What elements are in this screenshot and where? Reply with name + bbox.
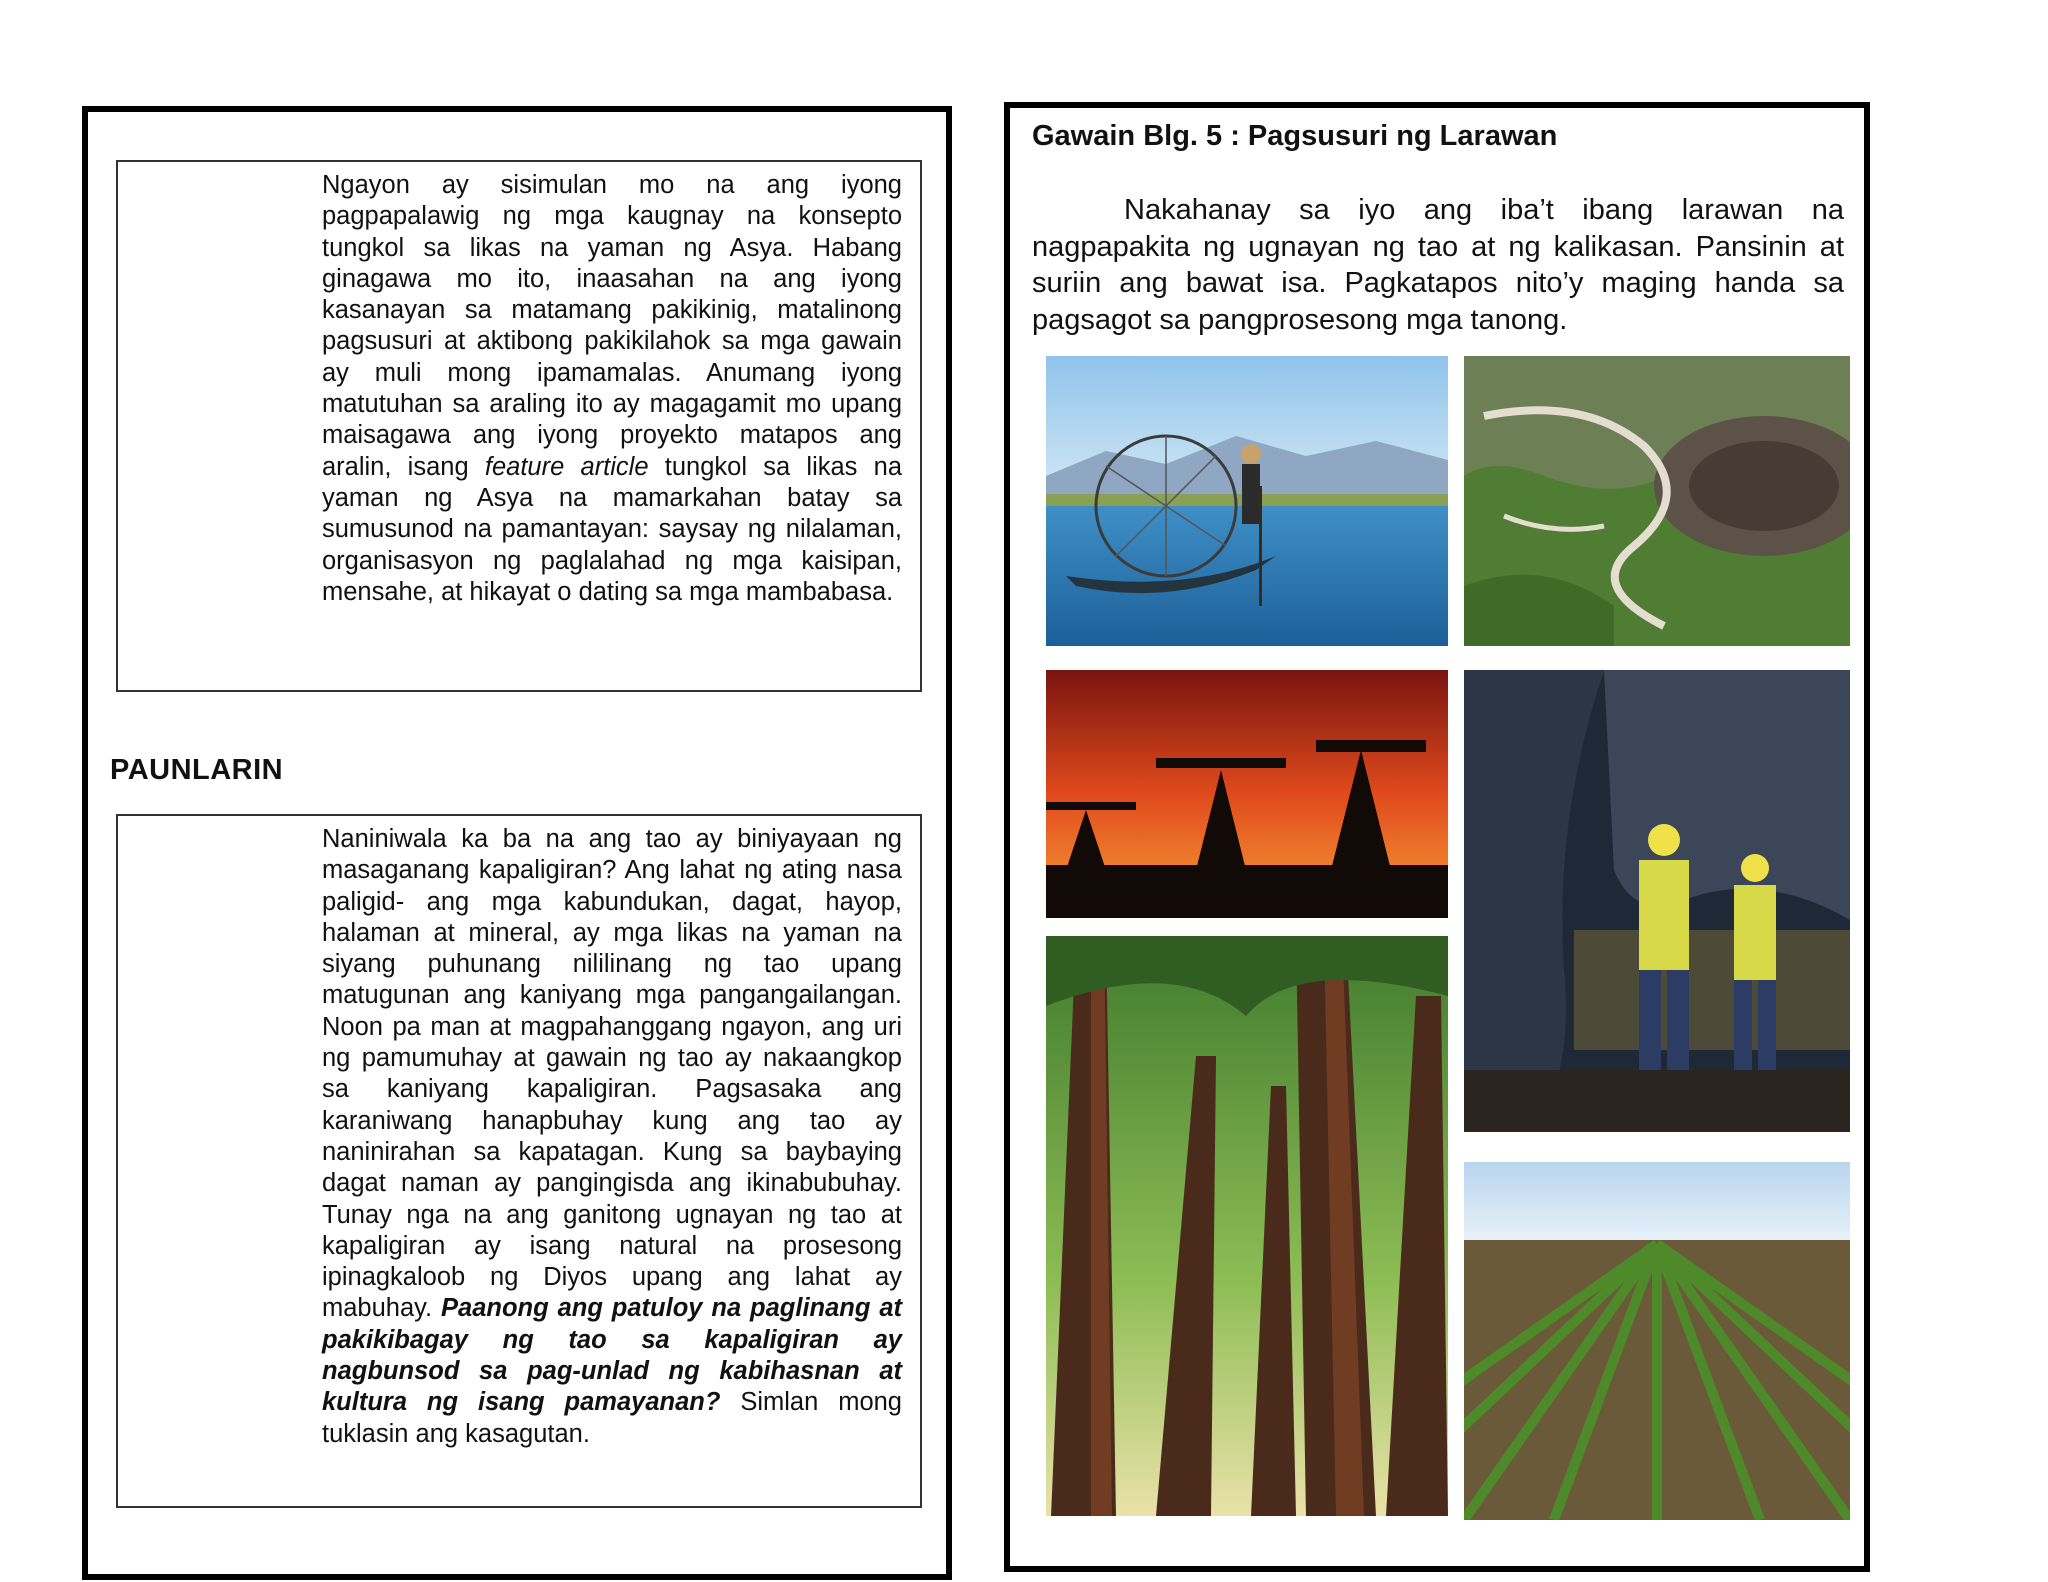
activity-instructions-text: Nakahanay sa iyo ang iba’t ibang larawan na nagpapakita ng ugnayan ng tao at ng kalikasan. Pansinin at suriin ang bawat isa. Pagkatapos nito’y maging handa sa pagsagot sa pangprosesong mga tanong.: [1032, 194, 1844, 336]
farm-field-photo: [1464, 1162, 1850, 1520]
develop-text-box: [116, 814, 922, 1508]
open-pit-mine-photo: [1464, 356, 1850, 646]
underground-miners-photo: [1464, 670, 1850, 1132]
develop-text-part-2: Simlan mong tuklasin ang kasagutan.: [322, 1388, 902, 1448]
forest-trees-photo: [1046, 936, 1448, 1516]
intro-text-italic: feature article: [484, 452, 649, 481]
left-page-panel: [82, 106, 952, 1580]
intro-text-box: [116, 160, 922, 692]
oil-pumps-photo: [1046, 670, 1448, 918]
develop-paragraph: [322, 824, 902, 1450]
section-heading: PAUNLARIN: [110, 754, 284, 786]
intro-paragraph: [322, 170, 902, 608]
develop-text-part-1: Naniniwala ka ba na ang tao ay biniyayaan ng masaganang kapaligiran? Ang lahat ng ating nasa paligid- ang mga kabundukan, dagat, hayop, halaman at mineral, ay mga likas na yaman na siyang puhunang nililinang ng tao upang matugunan ang kaniyang mga pangangailangan. Noon pa man at magpahanggang ngayon, ang uri ng pamumuhay at gawain ng tao ay nakaangkop sa kaniyang kapaligiran. Pagsasaka ang karaniwang hanapbuhay kung ang tao ay naninirahan sa kapatagan. Kung sa baybaying dagat naman ay pangingisda ang ikinabubuhay. Tunay nga na ang ganitong ugnayan ng tao at kapaligiran ay isang natural na prosesong ipinagkaloob ng Diyos upang ang lahat ay mabuhay.: [322, 825, 902, 1323]
intro-text-part-1: Ngayon ay sisimulan mo na ang iyong pagpapalawig ng mga kaugnay na konsepto tungkol sa likas na yaman ng Asya. Habang ginagawa mo ito, inaasahan na ang iyong kasanayan sa matamang pakikinig, matalinong pagsusuri at aktibong pakikilahok sa mga gawain ay muli mong ipamamalas. Anumang iyong matutuhan sa araling ito ay magagamit mo upang maisagawa ang iyong proyekto matapos ang aralin, isang: [322, 171, 902, 481]
develop-question: Paanong ang patuloy na paglinang at pakikibagay ng tao sa kapaligiran ay nagbunsod sa pag-unlad ng kabihasnan at kultura ng isang pamayanan?: [322, 1294, 903, 1417]
activity-title: Gawain Blg. 5 : Pagsusuri ng Larawan: [1032, 120, 1558, 152]
intro-text-part-2: tungkol sa likas na yaman ng Asya na mamarkahan batay sa sumusunod na pamantayan: saysay ng nilalaman, organisasyon ng paglalahad ng mga kaisipan, mensahe, at hikayat o dating sa mga mambabasa.: [322, 452, 903, 606]
right-page-panel: [1004, 102, 1870, 1572]
fisherman-photo: [1046, 356, 1448, 646]
activity-instructions: [1032, 192, 1844, 338]
